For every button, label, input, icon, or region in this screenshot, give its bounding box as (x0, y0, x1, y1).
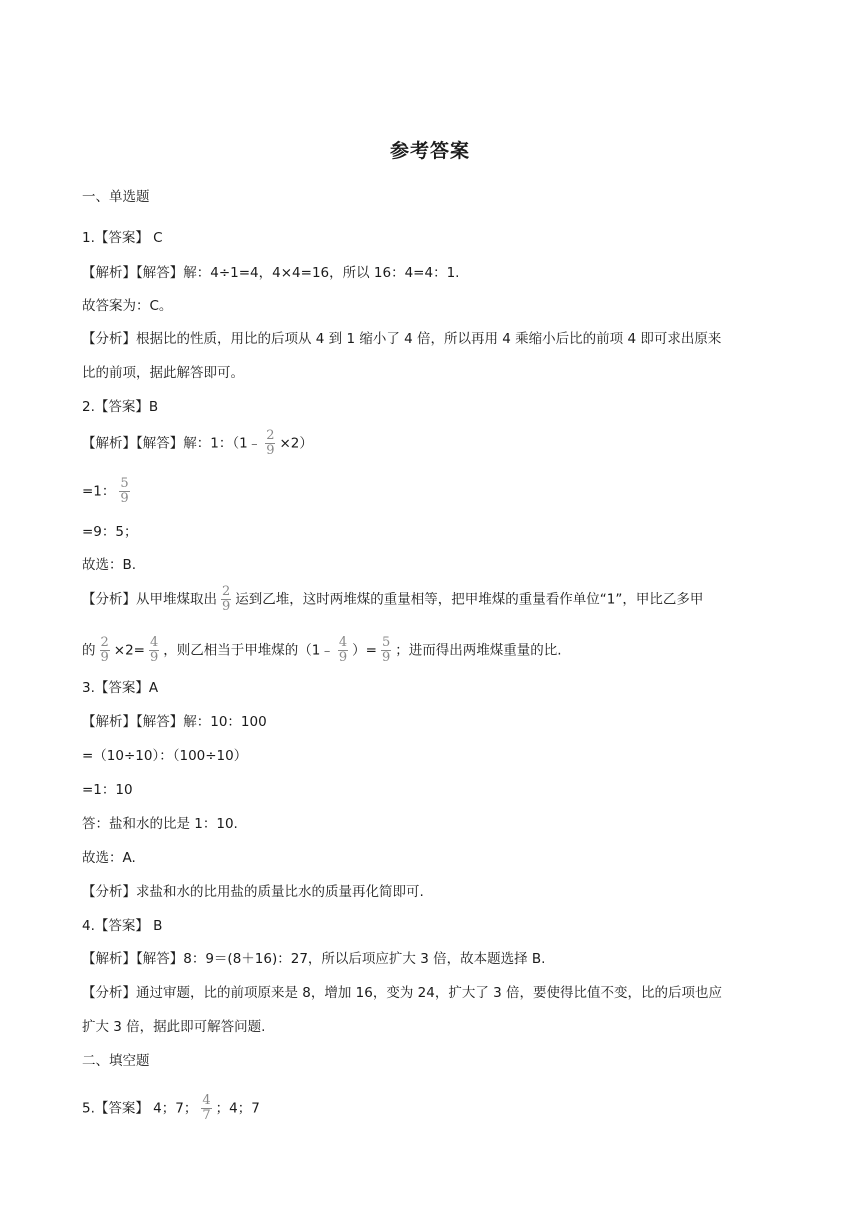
q1-fenxi-line2: 比的前项，据此解答即可。 (82, 365, 244, 381)
q2-analysis (82, 430, 782, 457)
fraction-5-9: $\frac{5}{9}$ (381, 635, 391, 665)
q3-analysis: 【解析】【解答】解：10：100 (82, 714, 267, 730)
q1-analysis: 【解析】【解答】解：4÷1=4，4×4=16，所以 16：4=4：1. (82, 265, 460, 281)
q4-analysis: 【解析】【解答】8：9＝(8＋16)：27，所以后项应扩大 3 倍，故本题选择 B. (82, 951, 546, 967)
fraction-2-9: $\frac{2}{9}$ (222, 584, 231, 614)
fraction-5-9: $\frac{5}{9}$ (120, 476, 129, 506)
fraction-2-9: $\frac{2}{9}$ (100, 635, 109, 665)
q2-fenxi2-text-b: ×2= (113, 642, 145, 659)
q2-fenxi2-text-a: 的 (82, 642, 96, 659)
q4-fenxi-line2: 扩大 3 倍，据此即可解答问题. (82, 1019, 266, 1035)
q1-answer: 1.【答案】 C (82, 230, 163, 246)
q3-step3: =1：10 (82, 782, 133, 798)
q3-reply: 答：盐和水的比是 1：10. (82, 816, 238, 832)
q2-fenxi-line2 (82, 637, 782, 664)
q1-conclusion: 故答案为：C。 (82, 298, 173, 314)
q2-fenxi-text-pre: 【分析】从甲堆煤取出 (82, 591, 217, 608)
q5-answer-text-post: ；4；7 (215, 1100, 260, 1117)
fraction-4-9: $\frac{4}{9}$ (338, 635, 348, 665)
q2-conclusion: 故选：B. (82, 557, 137, 573)
q5-answer-text-pre: 5.【答案】 4；7； (82, 1100, 198, 1117)
q2-fenxi2-text-d: ）= (352, 642, 377, 659)
q2-analysis-text-pre: 【解析】【解答】解：1：（1﹣ (82, 435, 262, 452)
q2-answer: 2.【答案】B (82, 399, 159, 415)
q1-fenxi-line1: 【分析】根据比的性质，用比的后项从 4 到 1 缩小了 4 倍，所以再用 4 乘缩小后比的前项 4 即可求出原来 (82, 331, 722, 347)
q3-conclusion: 故选：A. (82, 850, 136, 866)
fraction-4-7: $\frac{4}{7}$ (202, 1093, 211, 1123)
section-heading-fill-blank: 二、填空题 (82, 1053, 150, 1069)
q2-step3: =9：5； (82, 524, 138, 540)
q2-fenxi-text-mid: 运到乙堆，这时两堆煤的重量相等，把甲堆煤的重量看作单位“1”，甲比乙多甲 (235, 591, 704, 608)
q2-step2 (82, 478, 782, 505)
fraction-4-9: $\frac{4}{9}$ (150, 635, 159, 665)
q3-step2: =（10÷10）：（100÷10） (82, 748, 248, 764)
q2-fenxi2-text-c: ，则乙相当于甲堆煤的（1﹣ (163, 642, 334, 659)
q2-analysis-text-post: ×2） (279, 435, 313, 452)
section-heading-single-choice: 一、单选题 (82, 189, 150, 205)
q3-fenxi: 【分析】求盐和水的比用盐的质量比水的质量再化简即可. (82, 884, 424, 900)
q5-answer (82, 1095, 782, 1122)
q2-fenxi2-text-e: ；进而得出两堆煤重量的比. (395, 642, 562, 659)
q2-fenxi-line1 (82, 586, 782, 613)
q4-fenxi-line1: 【分析】通过审题，比的前项原来是 8，增加 16，变为 24，扩大了 3 倍，要使得比值不变，比的后项也应 (82, 985, 722, 1001)
q3-answer: 3.【答案】A (82, 680, 159, 696)
fraction-2-9: $\frac{2}{9}$ (266, 428, 275, 458)
q4-answer: 4.【答案】 B (82, 918, 163, 934)
q2-step2-text: =1： (82, 483, 116, 500)
page-title: 参考答案 (389, 140, 470, 162)
